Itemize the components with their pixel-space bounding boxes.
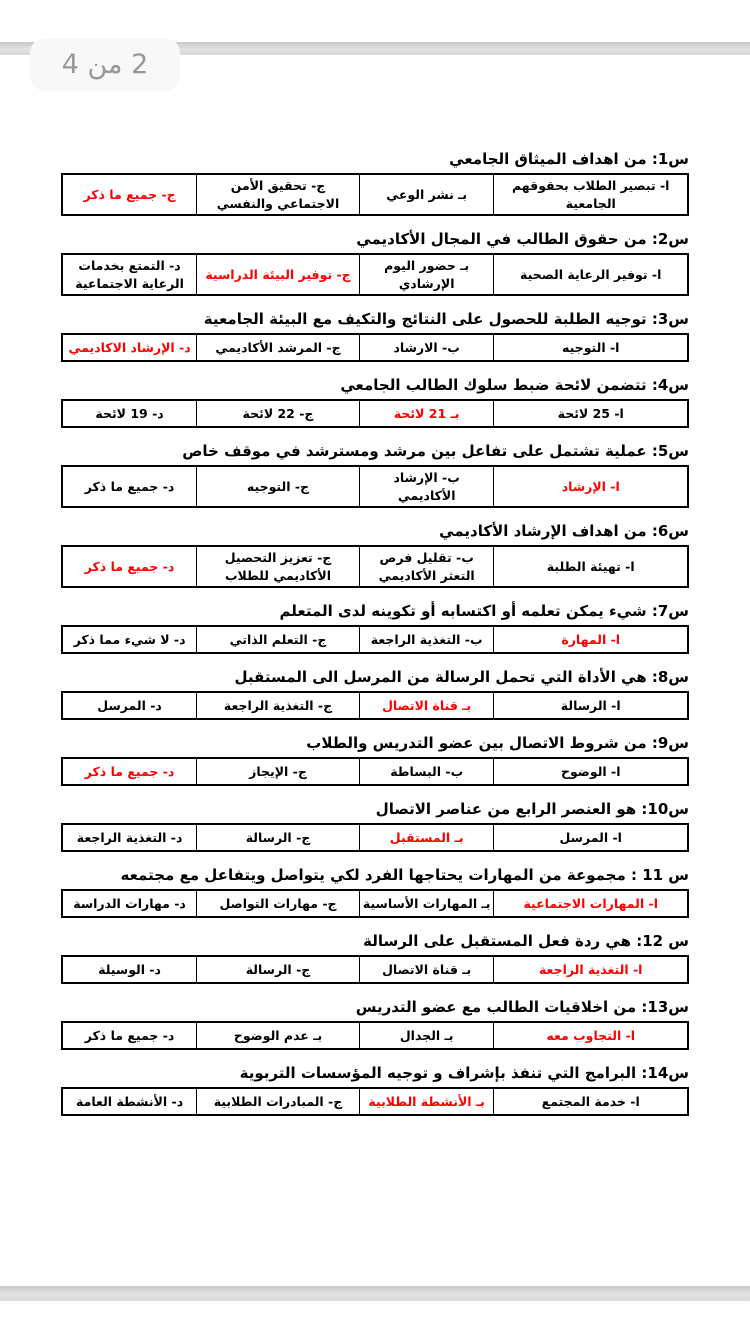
question-title: س14: البرامج التي تنفذ بإشراف و توجيه المؤسسات التربوية [239,1064,689,1082]
options-table [61,625,689,654]
option-cell-correct: د- جميع ما ذكر [62,758,197,785]
option-cell: ب- البساطة [359,758,494,785]
option-cell: د- جميع ما ذكر [62,1022,197,1049]
option-cell: بـ المهارات الأساسية [359,890,494,917]
option-cell: د- المرسل [62,692,197,719]
question-title: س3: توجيه الطلبة للحصول على النتائج والتكيف مع البيئة الجامعية [203,310,689,328]
option-cell-correct: د- الإرشاد الاكاديمي [62,334,197,361]
question-block [61,230,689,296]
question-title: س13: من اخلاقيات الطالب مع عضو التدريس [355,998,689,1016]
option-cell: ب- تقليل فرص التعثر الأكاديمي [359,546,494,587]
options-row [62,890,688,917]
option-cell: ا- تبصير الطلاب بحقوقهم الجامعية [494,174,688,215]
question-title: س2: من حقوق الطالب في المجال الأكاديمي [356,230,689,248]
question-title: س9: من شروط الاتصال بين عضو التدريس والطلاب [306,734,689,752]
page-number-badge: 2 من 4 [30,38,180,91]
option-cell: ا- تهيئة الطلبة [494,546,688,587]
option-cell: ا- توفير الرعاية الصحية [494,254,688,295]
question-title: س1: من اهداف الميثاق الجامعي [449,150,689,168]
options-table [61,545,689,588]
options-row [62,334,688,361]
question-block [61,1064,689,1116]
options-row [62,546,688,587]
option-cell-correct: بـ 21 لائحة [359,400,494,427]
questions-list [61,150,689,1116]
options-row [62,758,688,785]
question-title: س 12: هي ردة فعل المستقبل على الرسالة [363,932,689,950]
option-cell-correct: ا- المهارة [494,626,688,653]
question-block [61,734,689,786]
question-block [61,800,689,852]
question-block [61,932,689,984]
option-cell-correct: بـ الأنشطة الطلابية [359,1088,494,1115]
options-row [62,692,688,719]
option-cell: ج- التوجيه [197,466,360,507]
question-block [61,602,689,654]
question-title: س5: عملية تشتمل على تفاعل بين مرشد ومسترشد في موقف خاص [182,442,689,460]
options-table [61,333,689,362]
option-cell-correct: ا- المهارات الاجتماعية [494,890,688,917]
option-cell: ب- الارشاد [359,334,494,361]
options-row [62,1022,688,1049]
options-table [61,399,689,428]
options-table [61,889,689,918]
option-cell: د- التغذية الراجعة [62,824,197,851]
options-table [61,1087,689,1116]
question-block [61,522,689,588]
options-row [62,254,688,295]
question-title: س 11 : مجموعة من المهارات يحتاجها الفرد لكي يتواصل ويتفاعل مع مجتمعه [120,866,689,884]
option-cell: بـ نشر الوعي [359,174,494,215]
options-table [61,757,689,786]
option-cell-correct: ا- التغذية الراجعة [494,956,688,983]
option-cell: ج- تحقيق الأمن الاجتماعي والنفسي [197,174,360,215]
question-block [61,376,689,428]
option-cell-correct: ا- الإرشاد [494,466,688,507]
option-cell: ج- التغذية الراجعة [197,692,360,719]
option-cell: ا- الرسالة [494,692,688,719]
question-block [61,866,689,918]
option-cell: ج- الرسالة [197,824,360,851]
document-page [61,150,689,1130]
question-title: س8: هي الأداة التي تحمل الرسالة من المرسل الى المستقبل [234,668,689,686]
option-cell: بـ حضور اليوم الإرشادي [359,254,494,295]
question-title: س7: شيء يمكن تعلمه أو اكتسابه أو تكوينه لدى المتعلم [279,602,689,620]
question-block [61,150,689,216]
option-cell: د- مهارات الدراسة [62,890,197,917]
options-table [61,253,689,296]
option-cell-correct: ا- التجاوب معه [494,1022,688,1049]
option-cell: بـ عدم الوضوح [197,1022,360,1049]
options-row [62,824,688,851]
options-row [62,626,688,653]
question-block [61,442,689,508]
question-block [61,668,689,720]
question-block [61,310,689,362]
options-table [61,823,689,852]
options-table [61,955,689,984]
option-cell-correct: بـ قناة الاتصال [359,692,494,719]
question-block [61,998,689,1050]
option-cell: ج- التعلم الذاتي [197,626,360,653]
page-separator-bottom [0,1286,750,1301]
options-row [62,956,688,983]
option-cell: ا- المرسل [494,824,688,851]
option-cell: د- جميع ما ذكر [62,466,197,507]
question-title: س10: هو العنصر الرابع من عناصر الاتصال [375,800,689,818]
option-cell: د- الأنشطة العامة [62,1088,197,1115]
question-title: س4: تتضمن لائحة ضبط سلوك الطالب الجامعي [340,376,689,394]
option-cell: ب- الإرشاد الأكاديمي [359,466,494,507]
option-cell: ا- 25 لائحة [494,400,688,427]
option-cell: ج- مهارات التواصل [197,890,360,917]
options-row [62,174,688,215]
options-row [62,466,688,507]
option-cell: ب- التغذية الراجعة [359,626,494,653]
options-table [61,1021,689,1050]
option-cell-correct: ج- جميع ما ذكر [62,174,197,215]
option-cell: ج- تعزيز التحصيل الأكاديمي للطلاب [197,546,360,587]
option-cell: ا- التوجيه [494,334,688,361]
option-cell-correct: د- جميع ما ذكر [62,546,197,587]
option-cell-correct: بـ المستقبل [359,824,494,851]
option-cell: ج- الرسالة [197,956,360,983]
option-cell: د- الوسيلة [62,956,197,983]
options-table [61,691,689,720]
option-cell: بـ قناة الاتصال [359,956,494,983]
question-title: س6: من اهداف الإرشاد الأكاديمي [439,522,689,540]
option-cell-correct: ج- توفير البيئة الدراسية [197,254,360,295]
option-cell: بـ الجدال [359,1022,494,1049]
options-row [62,1088,688,1115]
option-cell: ج- المرشد الأكاديمي [197,334,360,361]
option-cell: ج- الإيجاز [197,758,360,785]
option-cell: ج- المبادرات الطلابية [197,1088,360,1115]
options-row [62,400,688,427]
options-table [61,465,689,508]
option-cell: ج- 22 لائحة [197,400,360,427]
options-table [61,173,689,216]
option-cell: د- لا شيء مما ذكر [62,626,197,653]
option-cell: ا- خدمة المجتمع [494,1088,688,1115]
option-cell: ا- الوضوح [494,758,688,785]
option-cell: د- التمتع بخدمات الرعاية الاجتماعية [62,254,197,295]
option-cell: د- 19 لائحة [62,400,197,427]
